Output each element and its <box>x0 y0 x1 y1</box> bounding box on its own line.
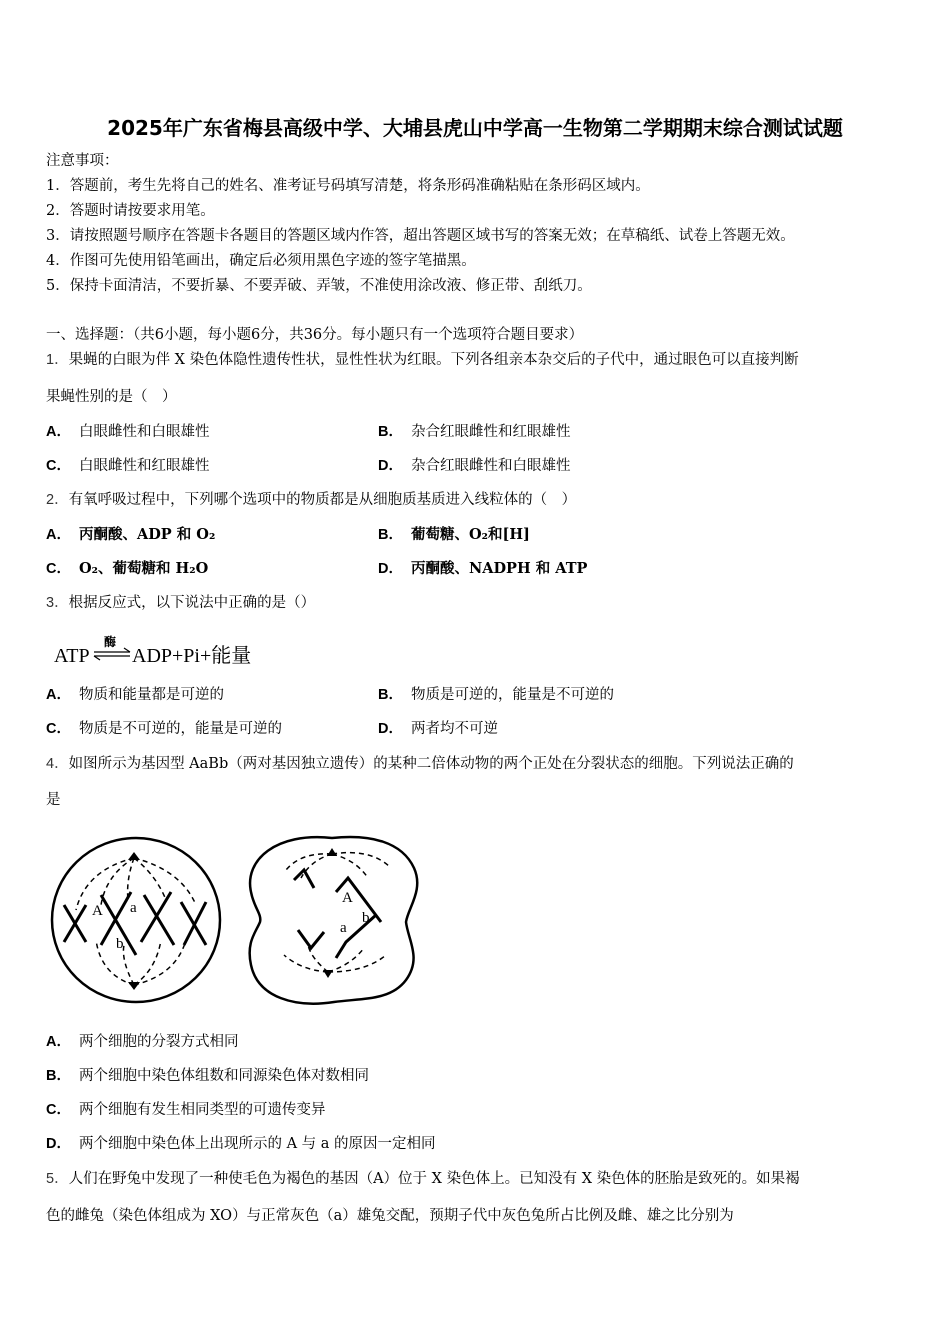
option-label: B． <box>378 527 403 543</box>
formula-enzyme: 酶 <box>104 635 117 649</box>
question-5-stem <box>46 1169 800 1189</box>
question-number: 5． <box>46 1171 69 1187</box>
notice-item: 5．保持卡面清洁，不要折暴、不要弄破、弄皱，不准使用涂改液、修正带、刮纸刀。 <box>46 278 592 294</box>
notice-item: 2．答题时请按要求用笔。 <box>46 203 215 219</box>
option-text: 两个细胞的分裂方式相同 <box>78 1034 239 1050</box>
option-label: A． <box>46 424 71 440</box>
question-text: 有氧呼吸过程中，下列哪个选项中的物质都是从细胞质基质进入线粒体的（ ） <box>68 492 577 508</box>
q3-option-c[interactable] <box>46 719 282 739</box>
option-label: C． <box>46 458 71 474</box>
option-text: O₂、葡萄糖和 H₂O <box>78 560 209 577</box>
q1-option-b[interactable] <box>378 422 570 442</box>
option-label: B． <box>378 687 403 703</box>
option-text: 丙酮酸、ADP 和 O₂ <box>78 526 216 543</box>
label-a-right: a <box>340 920 347 936</box>
option-label: C． <box>46 561 71 577</box>
question-text: 果蝇的白眼为伴 X 染色体隐性遗传性状，显性性状为红眼。下列各组亲本杂交后的子代中，通过眼色可以直接判断 <box>68 352 799 368</box>
option-text: 杂合红眼雌性和白眼雄性 <box>410 458 571 474</box>
cell-division-figure <box>46 830 436 1010</box>
option-text: 两者均不可逆 <box>410 721 498 737</box>
formula-left: ATP <box>54 645 90 667</box>
question-4-stem-cont: 是 <box>46 792 61 808</box>
question-number: 4． <box>46 756 69 772</box>
q2-option-a[interactable] <box>46 525 215 545</box>
option-label: D． <box>378 561 403 577</box>
option-label: A． <box>46 527 71 543</box>
option-text: 白眼雌性和白眼雄性 <box>78 424 210 440</box>
label-a-left: a <box>130 900 137 916</box>
question-text: 根据反应式，以下说法中正确的是（） <box>68 595 316 611</box>
option-text: 两个细胞中染色体上出现所示的 A 与 a 的原因一定相同 <box>78 1136 436 1152</box>
q3-option-d[interactable] <box>378 719 498 739</box>
option-text: 两个细胞有发生相同类型的可遗传变异 <box>78 1102 326 1118</box>
question-text: 如图所示为基因型 AaBb（两对基因独立遗传）的某种二倍体动物的两个正处在分裂状态的细胞。下列说法正确的 <box>68 756 794 772</box>
option-text: 丙酮酸、NADPH 和 ATP <box>410 560 588 577</box>
q2-option-b[interactable] <box>378 525 530 545</box>
q3-option-b[interactable] <box>378 685 614 705</box>
option-text: 物质是可逆的，能量是不可逆的 <box>410 687 614 703</box>
question-4-stem <box>46 754 794 774</box>
q3-option-a[interactable] <box>46 685 224 705</box>
question-number: 2． <box>46 492 69 508</box>
question-number: 1． <box>46 352 69 368</box>
q4-option-d[interactable] <box>46 1134 436 1154</box>
q2-option-c[interactable] <box>46 559 208 579</box>
q1-option-a[interactable] <box>46 422 209 442</box>
notice-heading: 注意事项： <box>46 153 119 169</box>
q4-option-a[interactable] <box>46 1032 238 1052</box>
question-text: 人们在野兔中发现了一种使毛色为褐色的基因（A）位于 X 染色体上。已知没有 X 染色体的胚胎是致死的。如果褐 <box>68 1171 800 1187</box>
formula-right: ADP+Pi+能量 <box>132 645 252 667</box>
q4-option-c[interactable] <box>46 1100 325 1120</box>
question-2-stem <box>46 490 576 510</box>
option-text: 白眼雌性和红眼雄性 <box>78 458 210 474</box>
option-label: A． <box>46 1034 71 1050</box>
option-text: 两个细胞中染色体组数和同源染色体对数相同 <box>78 1068 369 1084</box>
option-label: D． <box>46 1136 71 1152</box>
option-text: 物质是不可逆的，能量是可逆的 <box>78 721 282 737</box>
q4-option-b[interactable] <box>46 1066 369 1086</box>
option-label: B． <box>46 1068 71 1084</box>
page-title: 2025年广东省梅县高级中学、大埔县虎山中学高一生物第二学期期末综合测试试题 <box>107 116 843 140</box>
option-text: 葡萄糖、O₂和[H] <box>410 526 530 543</box>
label-b-left: b <box>116 936 124 952</box>
section-heading: 一、选择题：（共6小题，每小题6分，共36分。每小题只有一个选项符合题目要求） <box>46 327 584 343</box>
notice-item: 4．作图可先使用铅笔画出，确定后必须用黑色字迹的签字笔描黑。 <box>46 253 476 269</box>
notice-item: 1．答题前，考生先将自己的姓名、准考证号码填写清楚，将条形码准确粘贴在条形码区域内。 <box>46 178 650 194</box>
q1-option-d[interactable] <box>378 456 570 476</box>
question-number: 3． <box>46 595 69 611</box>
question-1-stem-cont: 果蝇性别的是（ ） <box>46 389 177 405</box>
label-A-right: A <box>342 890 353 906</box>
reaction-formula <box>52 632 272 672</box>
question-1-stem <box>46 350 799 370</box>
option-text: 物质和能量都是可逆的 <box>78 687 224 703</box>
option-text: 杂合红眼雌性和红眼雄性 <box>410 424 571 440</box>
label-b-right: b <box>362 910 370 926</box>
left-spindle <box>76 858 196 985</box>
question-5-stem-cont: 色的雌兔（染色体组成为 XO）与正常灰色（a）雄兔交配，预期子代中灰色兔所占比例及雌、雄之比分别为 <box>46 1208 734 1224</box>
option-label: C． <box>46 721 71 737</box>
question-3-stem <box>46 593 315 613</box>
notice-item: 3．请按照题号顺序在答题卡各题目的答题区域内作答，超出答题区域书写的答案无效；在草稿纸、试卷上答题无效。 <box>46 228 795 244</box>
option-label: C． <box>46 1102 71 1118</box>
option-label: B． <box>378 424 403 440</box>
q1-option-c[interactable] <box>46 456 209 476</box>
right-cell-membrane <box>250 837 418 1004</box>
q2-option-d[interactable] <box>378 559 587 579</box>
option-label: D． <box>378 721 403 737</box>
label-A-left: A <box>92 903 103 919</box>
option-label: D． <box>378 458 403 474</box>
option-label: A． <box>46 687 71 703</box>
